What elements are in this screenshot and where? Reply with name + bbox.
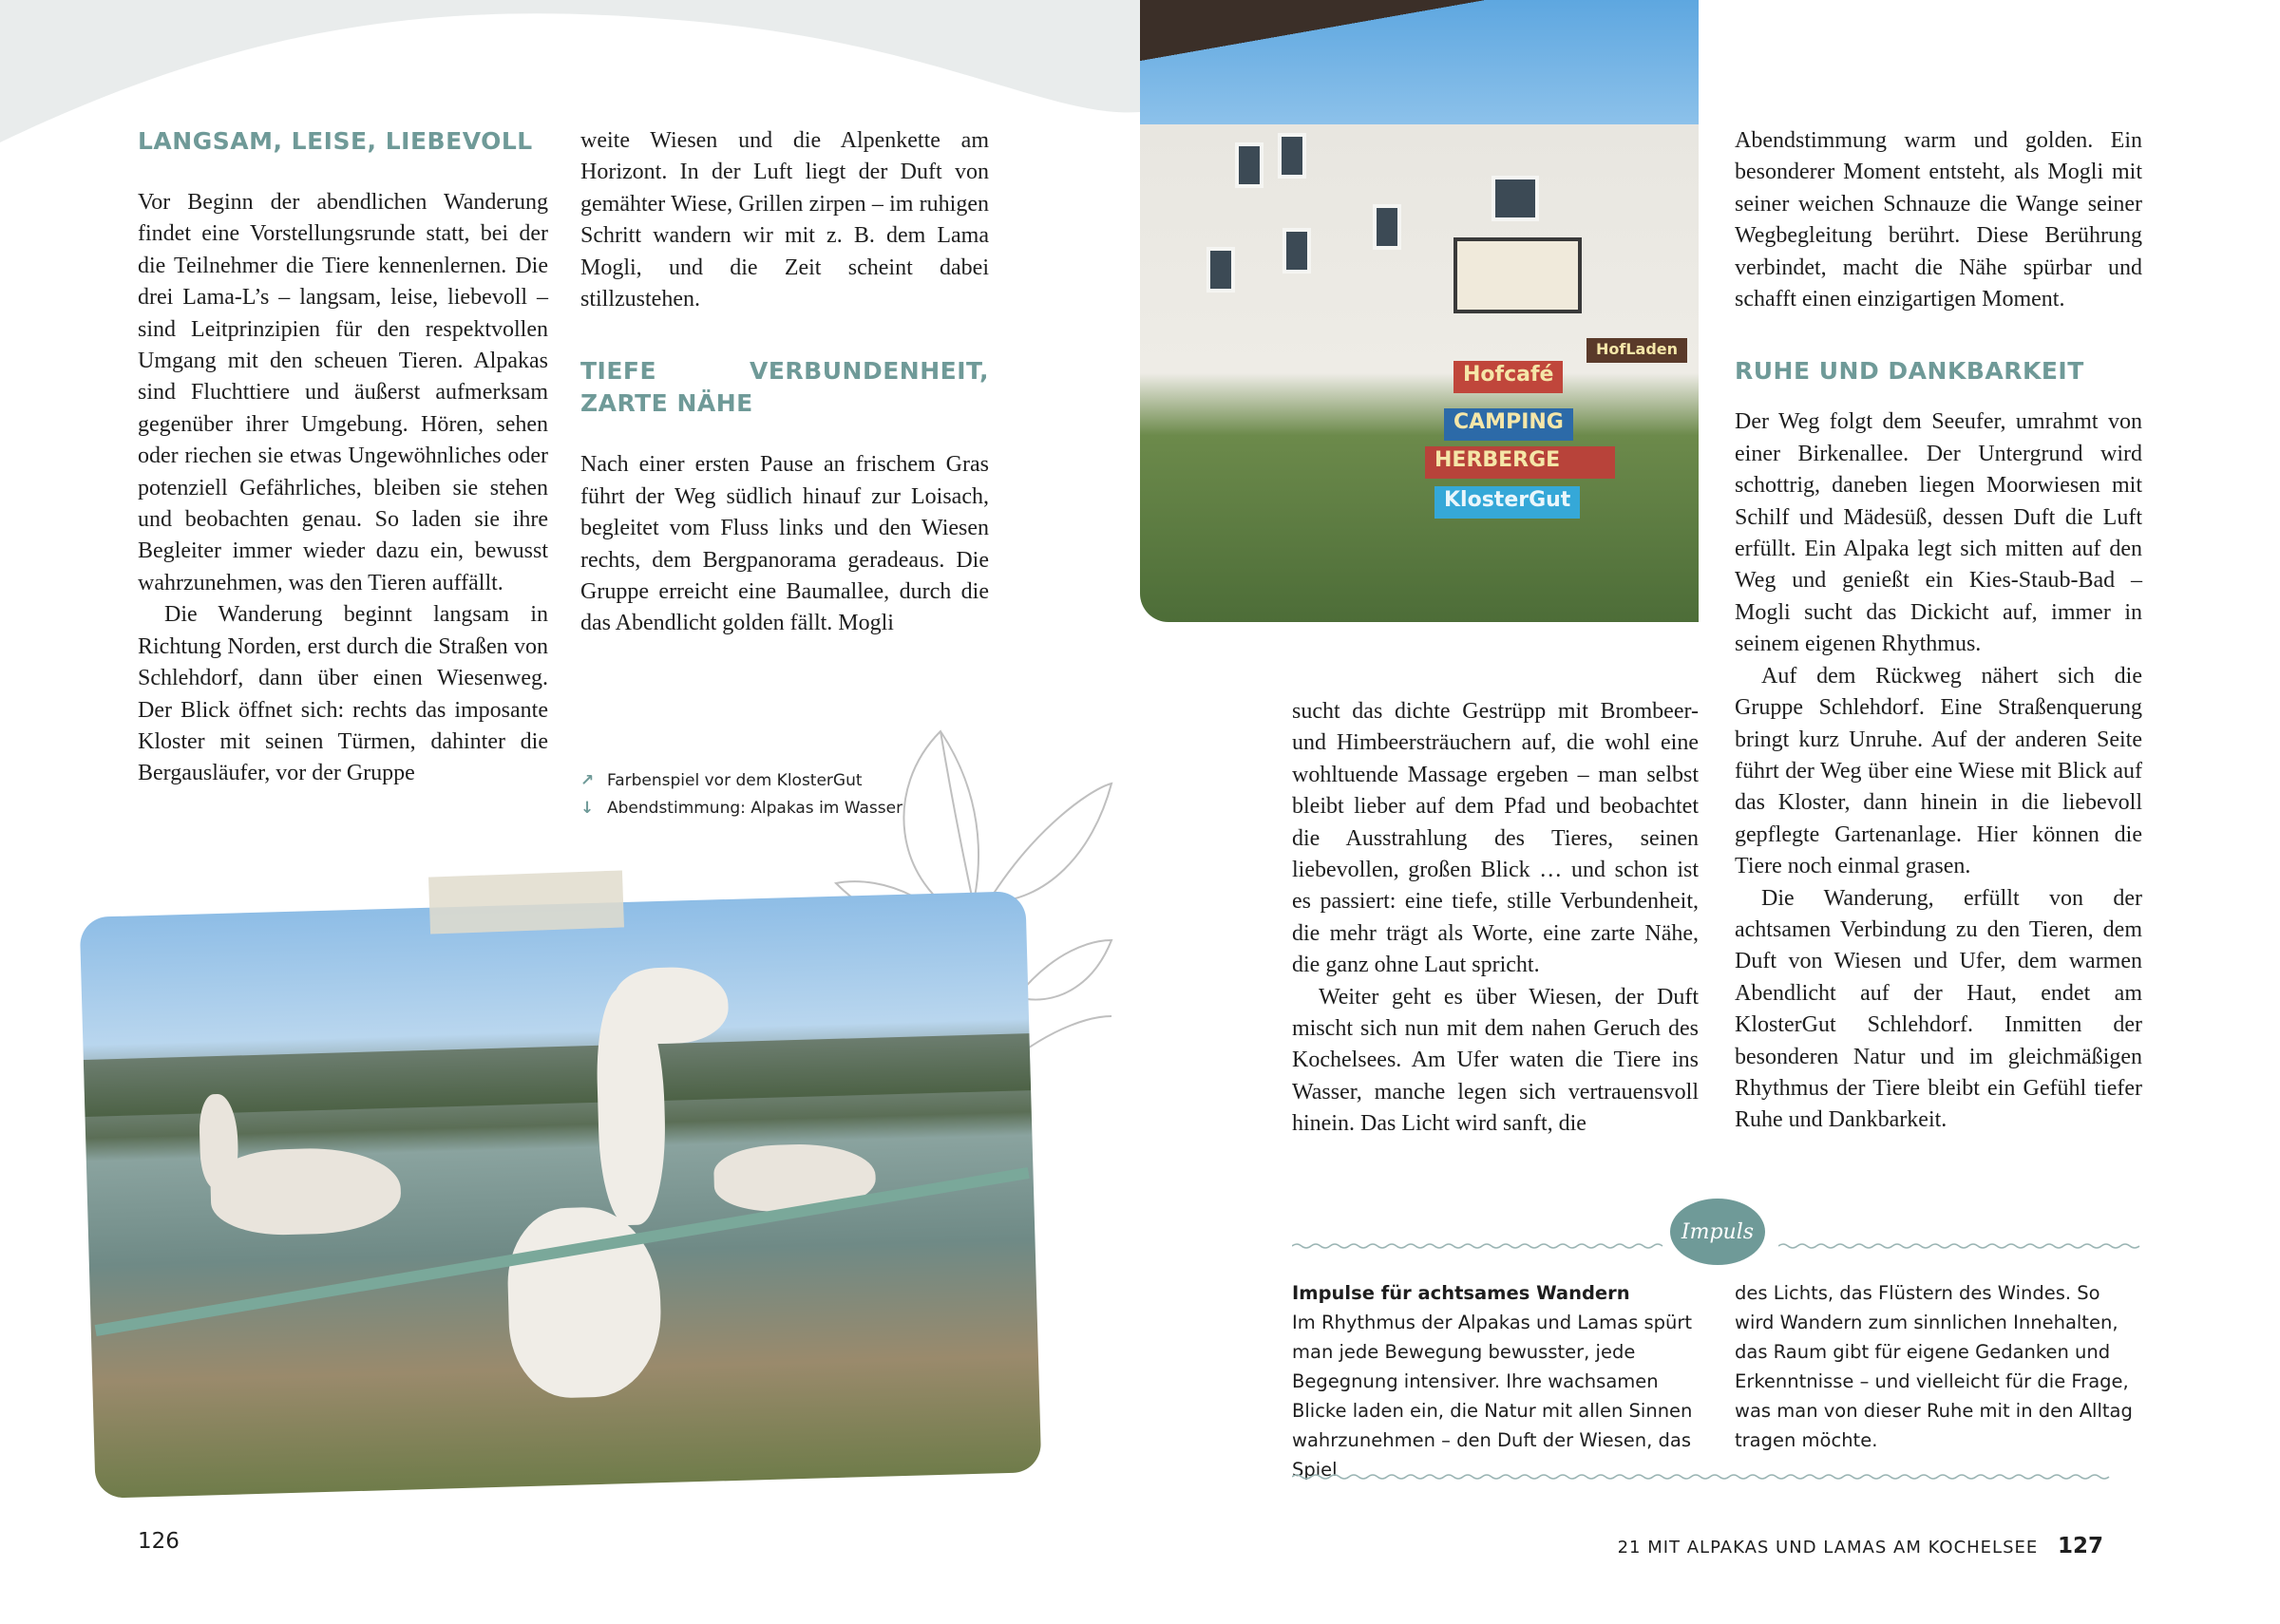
paragraph: sucht das dichte Gestrüpp mit Brombeer- und Himbeersträuchern auf, die wohl eine wohltuende Massage ergeben – man selbst bleibt lieber auf dem Pfad und beobachtet die Ausstrahlung des Tieres, seinen liebevollen, großen Blick … und schon ist es passiert: eine tiefe, stille Verbundenheit, die mehr trägt als Worte, eine zarte Nähe, die ganz ohne Laut spricht. — [1292, 699, 1699, 978]
paragraph: Der Weg folgt dem Seeufer, umrahmt von einer Birkenallee. Der Untergrund wird schottrig, daneben liegen Moorwiesen mit Schilf und Mädesüß, dessen Duft die Luft erfüllt. Ein Alpaka legt sich mitten auf den Weg und genießt ein Kies-Staub-Bad – Mogli sucht das Dickicht auf, immer in seinem eigenen Rhythmus. — [1735, 409, 2142, 657]
arrow-down-icon: ↓ — [580, 799, 595, 818]
paragraph: Die Wanderung beginnt langsam in Richtung Norden, erst durch die Straßen von Schlehdorf, dann über einen Wiesenweg. Der Blick öffnet sich: rechts das imposante Kloster mit seinen Türmen, dahinter die Bergausläufer, vor der Gruppe — [138, 602, 548, 786]
wavy-divider — [1292, 1242, 1667, 1250]
section-heading: TIEFE VERBUNDENHEIT, ZARTE NÄHE — [580, 357, 989, 418]
paragraph: Nach einer ersten Pause an frischem Gras führt der Weg südlich hinauf zur Loisach, begleitet vom Fluss links und den Wiesen rechts, dem Bergpanorama geradeaus. Die Gruppe erreicht eine Baumallee, durch die das Abendlicht golden fällt. Mogli — [580, 452, 989, 636]
page-number-left: 126 — [138, 1529, 180, 1554]
wavy-divider — [1292, 1473, 2142, 1481]
impuls-badge: Impuls — [1670, 1199, 1765, 1265]
paragraph: Die Wanderung, erfüllt von der achtsamen Verbindung zu den Tieren, dem Duft von Wiesen und Ufer, dem warmen Abendlicht auf der Haut, endet am KlosterGut Schlehdorf. Inmitten der besonderen Natur und im gleichmäßigen Rhythmus der Tiere bleibt ein Gefühl tiefer Ruhe und Dankbarkeit. — [1735, 885, 2142, 1133]
caption: Abendstimmung: Alpakas im Wasser — [607, 799, 903, 818]
impuls-text-left — [1292, 1278, 1710, 1484]
caption: Farbenspiel vor dem KlosterGut — [607, 771, 863, 790]
right-column — [1735, 125, 2142, 1137]
sign: HofLaden — [1586, 338, 1687, 363]
tape-decoration — [428, 870, 624, 934]
chapter-title: 21 MIT ALPAKAS UND LAMAS AM KOCHELSEE — [1617, 1538, 2039, 1558]
running-footer — [1618, 1534, 2103, 1558]
paragraph: Weiter geht es über Wiesen, der Duft mischt sich nun mit dem nahen Geruch des Kochelsees. Am Ufer waten die Tiere ins Wasser, manche legen sich vertrauensvoll hinein. Das Licht wird sanft, die — [1292, 984, 1699, 1137]
section-heading: RUHE UND DANKBARKEIT — [1735, 357, 2084, 386]
left-column — [138, 125, 548, 790]
alpacas-in-water-photo — [80, 891, 1042, 1499]
paragraph: Abendstimmung warm und golden. Ein besonderer Moment entsteht, als Mogli mit seiner weichen Schnauze die Wange seiner Wegbegleitung berührt. Diese Berührung verbindet, macht die Nähe spürbar und schafft einen einzigartigen Moment. — [1735, 128, 2142, 312]
impuls-title: Impulse für achtsames Wandern — [1292, 1282, 1630, 1304]
paragraph: weite Wiesen und die Alpenkette am Horizont. In der Luft liegt der Duft von gemähter Wiese, Grillen zirpen – im ruhigen Schritt wandern wir mit z. B. dem Lama Mogli, und die Zeit scheint dabei stillzustehen. — [580, 128, 989, 312]
wavy-divider — [1778, 1242, 2142, 1250]
sign: HERBERGE — [1425, 446, 1615, 479]
impuls-paragraph: Im Rhythmus der Alpakas und Lamas spürt man jede Bewegung bewusster, jede Begegnung intensiver. Ihre wachsamen Blicke laden ein, die Natur mit allen Sinnen wahrzunehmen – den Duft der Wiesen, das Spiel — [1292, 1312, 1693, 1481]
paragraph: Auf dem Rückweg nähert sich die Gruppe Schlehdorf. Eine Straßenquerung bringt kurz Unruhe. Auf der anderen Seite führt der Weg über eine Wiese mit Blick auf das Kloster, dann hinein in die liebevoll gepflegte Gartenanlage. Hier können die Tiere noch einmal grasen. — [1735, 663, 2142, 879]
paragraph: Vor Beginn der abendlichen Wanderung findet eine Vorstellungsrunde statt, bei der die Teilnehmer die Tiere kennenlernen. Die drei Lama-L’s – langsam, leise, liebevoll – sind Leitprinzipien für den respektvollen Umgang mit den scheuen Tieren. Alpakas sind Fluchttiere und äußerst aufmerksam gegenüber ihrer Umgebung. Hören, sehen oder riechen sie etwas Ungewöhnliches oder potenziell Gefährliches, bleiben sie stehen und beobachten genau. So laden sie ihre Begleiter immer wieder dazu ein, bewusst wahrzunehmen, was den Tieren auffällt. — [138, 190, 548, 595]
impuls-text-right — [1735, 1278, 2143, 1455]
sign: CAMPING — [1444, 408, 1573, 441]
impuls-paragraph: des Lichts, das Flüstern des Windes. So wird Wandern zum sinnlichen Innehalten, das Raum gibt für eigene Gedanken und Erkenntnisse – und vielleicht für die Frage, was man von dieser Ruhe mit in den Alltag tragen möchte. — [1735, 1282, 2133, 1451]
right-lower-column — [1292, 696, 1699, 1141]
arrow-up-right-icon: ↗ — [580, 771, 595, 790]
page-number-right: 127 — [2057, 1534, 2103, 1558]
middle-column — [580, 125, 989, 640]
sign: KlosterGut — [1434, 486, 1580, 519]
section-heading: LANGSAM, LEISE, LIEBEVOLL — [138, 127, 533, 155]
sign: Hofcafé — [1454, 361, 1563, 393]
klostergut-house-photo — [1140, 0, 1699, 622]
